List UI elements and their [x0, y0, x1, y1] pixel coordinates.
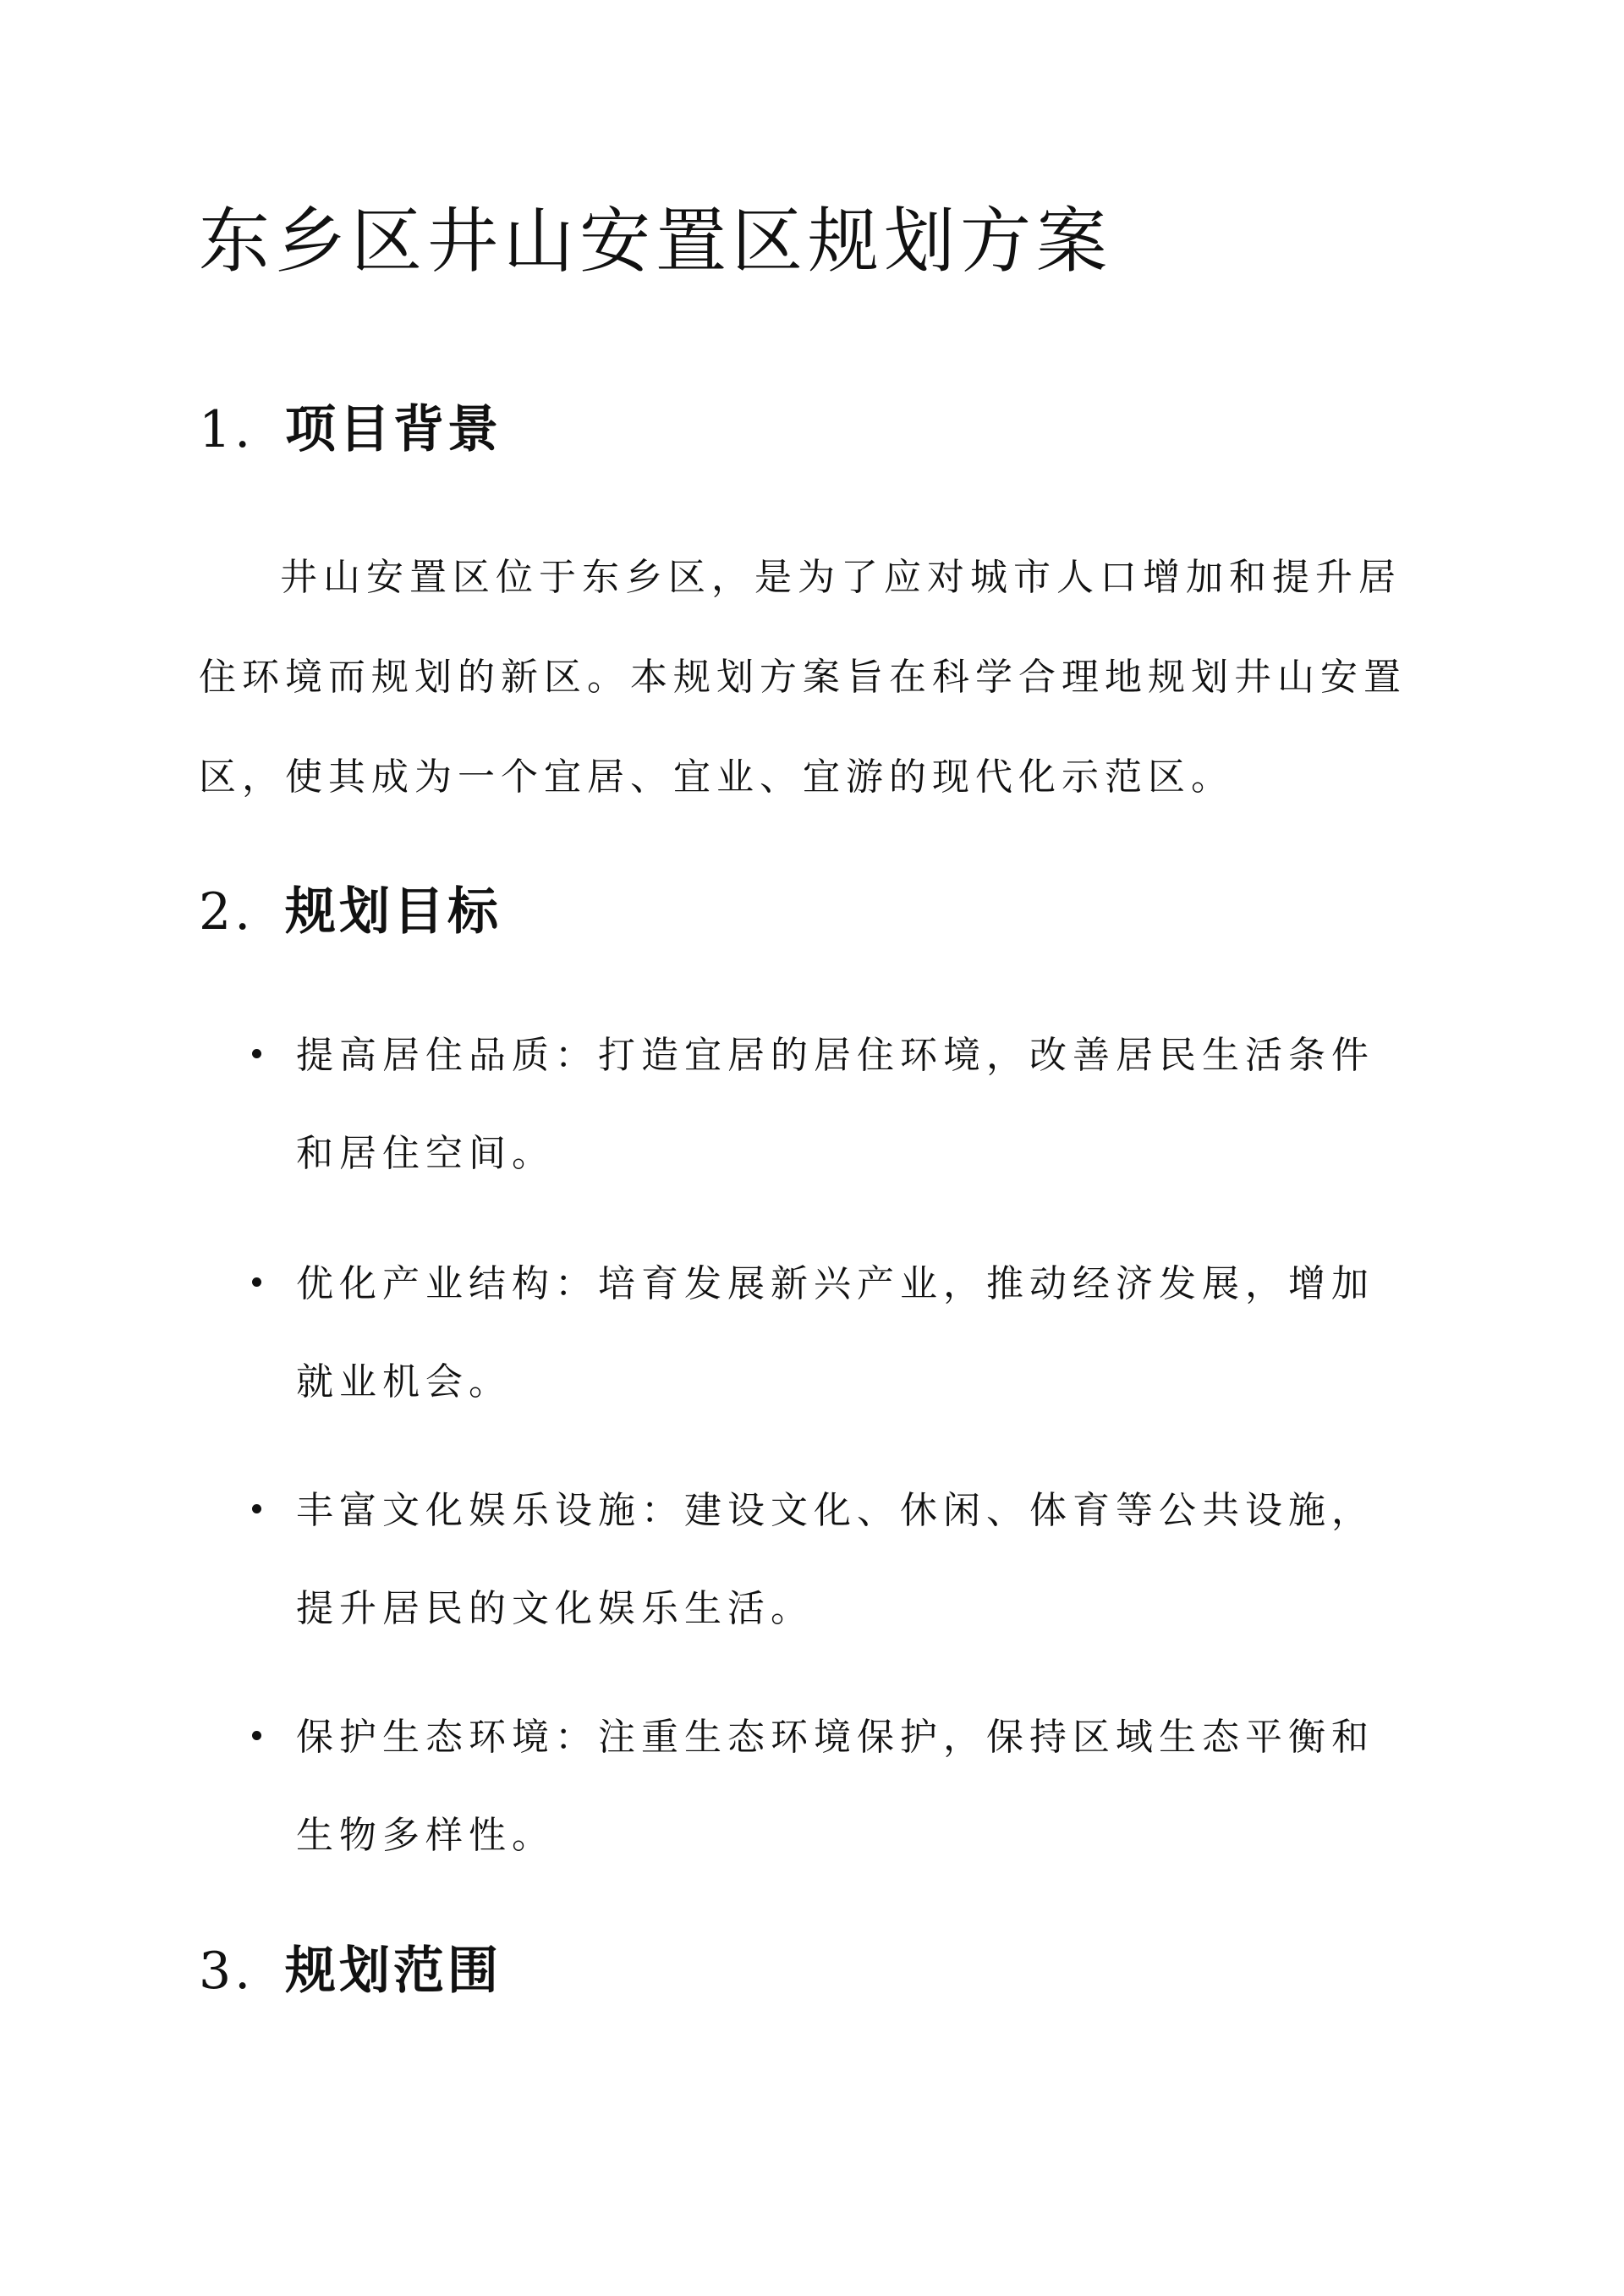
list-item-text: 保护生态环境：注重生态环境保护，保持区域生态平衡和生物多样性。 [296, 1716, 1374, 1857]
list-item [296, 1462, 1413, 1658]
list-item-text: 丰富文化娱乐设施：建设文化、休闲、体育等公共设施，提升居民的文化娱乐生活。 [296, 1489, 1374, 1630]
section-heading-1 [199, 396, 502, 464]
bullet-dot-icon [252, 1504, 261, 1513]
list-item-text: 提高居住品质：打造宜居的居住环境，改善居民生活条件和居住空间。 [296, 1034, 1374, 1175]
section-title: 规划目标 [285, 882, 502, 942]
section-paragraph: 井山安置区位于东乡区，是为了应对城市人口增加和提升居住环境而规划的新区。本规划方案旨在科学合理地规划井山安置区，使其成为一个宜居、宜业、宜游的现代化示范区。 [199, 556, 1407, 799]
list-item-text: 优化产业结构：培育发展新兴产业，推动经济发展，增加就业机会。 [296, 1262, 1374, 1403]
section-heading-2 [199, 878, 502, 946]
bullet-dot-icon [252, 1731, 261, 1740]
list-item [296, 1689, 1413, 1885]
section-number: 3. [199, 1942, 255, 2001]
bullet-dot-icon [252, 1277, 261, 1287]
section-number: 1. [199, 400, 255, 459]
section-title: 项目背景 [285, 400, 502, 459]
section-number: 2. [199, 882, 255, 942]
list-item [296, 1235, 1413, 1431]
list-item [296, 1007, 1413, 1203]
section-heading-3 [199, 1937, 502, 2005]
section-title: 规划范围 [285, 1942, 502, 2001]
document-title: 东乡区井山安置区规划方案 [199, 200, 1113, 283]
bullet-dot-icon [252, 1049, 261, 1058]
